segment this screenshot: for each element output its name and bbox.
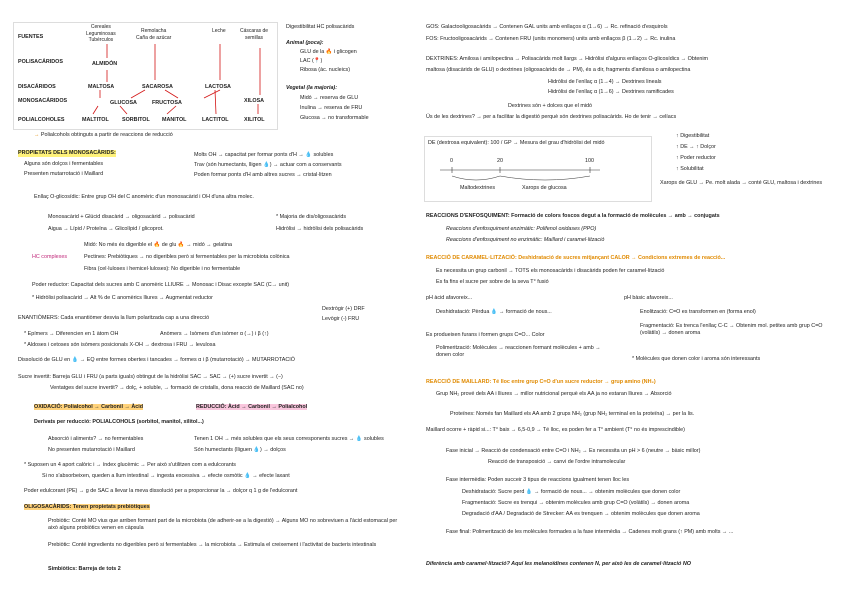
caram-basic: pH bàsic afavoreix... [624,295,673,301]
source-remolacha: Remolacha Caña de azúcar [136,28,172,41]
agua-chain: Aigua → Lípid / Proteïna → Glicolípid / glicoprot. [48,226,164,232]
derivats: Derivats per reducció: POLIALCOHOLS (sorbitol, manitol, xilitol...) [34,419,204,425]
prop-right: Molts OH → capacitat per formar ponts d'H → 💧 solubles [194,152,334,158]
caram-title: REACCIÓ DE CARAMEL·LITZACIÓ: Deshidratació de sucres mitjançant CALOR → Condicions extremes de reacció... [426,255,726,261]
mayor-note: * Majoria de dis/oligosacàrids [276,214,347,220]
gos-line: GOS: Galactooligosacàrids → Contenen GAL units amb enllaços α (1→6) → Rc. refinació d'esquirols [426,24,668,30]
polyol-maltitol: MALTITOL [82,117,109,123]
animal-label: Animal (poca): [286,40,324,46]
disac-maltosa: MALTOSA [88,84,115,90]
sucre-inv2: Ventatges del sucre invertit? → dolç, + soluble, → formació de cristalls, dona reacció de Maillard (SAC no) [50,385,304,391]
midon-line: Midó: No més és digerible el 🔥 de glu 🔥 → midó → gelatina [84,242,232,248]
maill-line: Maillard ocorre + ràpid si...: T° baix → 6,5-0,9 → Té lloc, es poden fer a T° ambient (T° no és imprescindible) [426,427,685,433]
prop-right: Trav (són humectants, lligen 💧) → actuar com a conservants [194,162,342,168]
simbiotic-line: Simbiòtics: Barreja de tots 2 [48,566,121,572]
sucre-inv: Sucre invertit: Barreja GLU i FRU (a parts iguals) obtingut de la hidròlisi SAC → SAC → (+) sucre invertit → (−) [18,374,283,380]
mono-glucosa: GLUCOSA [110,100,137,106]
vegetal-item: Glucosa → no transformable [300,115,369,121]
fase-int-item: Degradació d'AA / Degradació de Strecker: AA es trenquen → obtenim molècules que donen aroma [462,511,700,517]
de-label: Xarops de glucosa [522,185,567,191]
enlace-glicosidic: Enllaç O-glicosídic: Entre grup OH del C anomèric d'un monosacàrid i OH d'una altra molec. [34,194,254,200]
anomers-line: Anòmers → Isòmers d'un isòmer α (→) i β (↑) [160,331,269,337]
mono-chain: Monosacàrid + Glúcid disacàrid → oligosacàrid → polisacàrid [48,214,195,220]
digest-title: Digestibilitat HC polisacàrids [286,24,355,30]
poly-almidon: ALMIDÓN [92,61,118,67]
enfos-title: REACCIONS D'ENFOSQUIMENT: Formació de colors foscos degut a la formació de molècules → amb → conjugats [426,213,720,219]
polyol-lactitol: LACTITOL [202,117,229,123]
row-label-fuentes: FUENTES [18,34,44,40]
dextro-line: Dextrògir (+) DRF [322,306,365,312]
supos-line: * Suposen un 4 aport calòric i → índex glucèmic → Per això s'utilitzen com a edulcorants [24,462,236,468]
fibra-line: Fibra (cel·luloses i hemicel·luloses): No digerible i no fermentable [84,266,241,272]
animal-item: LAC (📍) [300,58,323,64]
caram-line: Es fa fins el sucre per sobre de la seva T° fusió [436,279,549,285]
disac-sacarosa: SACAROSA [142,84,173,90]
oxidacio: OXIDACIÓ: Polialcohol → Carbonil → Àcid [34,404,144,410]
molec-line: * Molècules que donen color i aroma són interessants [632,356,761,362]
de-right: ↑ Solubilitat [676,166,704,172]
caram-acid: pH àcid afavoreix... [426,295,473,301]
oligo-line: OLIGOSACÀRIDS: Tenen propietats prebiòtiques [24,504,150,510]
de-right: ↑ Poder reductor [676,155,716,161]
dex-line: Hidròlisi de l'enllaç α (1→6) → Dextrines ramificades [548,89,674,95]
vegetal-item: Midó → reserva de GLU [300,95,359,101]
enol-line: Enolització: C=O es transformen en (forma enol) [640,309,756,315]
prop-title: PROPIETATS DELS MONOSACÀRIDS: [18,150,116,156]
hidrolisis-line: * Hidròlisi polisacàrid → Alt % de C anomèrics lliures → Augmentat reductor [32,295,213,301]
polim-line: Polimerització: Molècules → reaccionen formant molècules + amb → donen color [436,345,601,359]
maill-title: REACCIÓ DE MAILLARD: Té lloc entre grup C=O d'un sucre reductor → grup amino (NH₂) [426,379,656,385]
vegetal-item: Inulina → reserva de FRU [300,105,363,111]
aldosa-line: * Aldoses i cetoses són isòmers posicionals X-OH → dextrosa i FRU → levulosa [24,342,216,348]
prop-left: Alguns són dolços i fermentables [24,161,104,167]
source-cereales: Cereales Leguminosas Tubérculos [86,24,116,43]
fase-final: Fase final: Polimerització de les molècules formades a la fase intermèdia → Cadenes molt grans (↑ PM) amb molts → ... [446,529,734,535]
row-label-polialcoholes: POLIALCOHOLES [18,117,65,123]
source-cascaras: Cáscaras de semillas [240,28,269,41]
de-label: Maltodextrines [460,185,496,191]
hc-label: HC complexes [32,254,68,260]
supos2-line: Si no s'absorbeixen, queden a llum intestinal → ingesta excessiva → efecte osmòtic 💧 → efecte laxant [42,473,290,479]
row-label-disacaridos: DISACÁRIDOS [18,84,56,90]
de-tick: 20 [497,158,503,164]
pectinas-line: Pectines: Prebiòtiques → no digeribles però si fermentables per la microbiota colònica [84,254,290,260]
animal-item: Ribosa (àc. nucleics) [300,67,351,73]
fase-intermedia: Fase intermèdia: Poden succeir 3 tipus de reaccions igualment tenen lloc les [446,477,630,483]
de-right: ↑ DE → ↑ Dolçor [676,144,716,150]
animal-item: GLU de la 🔥 i glicogen [300,49,357,55]
furfur-line: Es produeixen furans i formen grups C=O... Color [426,332,545,338]
reduccio: REDUCCIÓ: Àcid → Carbonil → Polialcohol [196,404,308,410]
levo-line: Levògir (-) FRU [322,316,360,322]
deriv-left: No presenten mutarrotació i Maillard [48,447,135,453]
dex-line: DEXTRINES: Amilosa i amilopectina → Polisacàrids molt llargs → Hidròlisi d'alguns enllaços O-glicosídics → Obtenim [426,56,709,62]
deriv-right: Tenen 1 OH → més solubles que els seus corresponents sucres → 💧 solubles [194,436,384,442]
de-tick: 0 [450,158,453,164]
maill-line: Grup NH₂ prové dels AA i lliures → millor nutricional perquè els AA ja no estaran lliures → Absorció [436,391,672,397]
fase-int-item: Deshidratació: Sucre perd 💧 → formació de nous... → obtenim molècules que donen color [462,489,681,495]
de-title: DE (dextrosa equivalent): 100 / GP → Mesura del grau d'hidròlisi del midó [428,140,605,146]
frag-line: Fragmentació: Es trenca l'enllaç C-C → Obtenim mol. petites amb grup C=O (volàtils) → donen aroma [640,323,823,337]
enfos-item: Reaccions d'enfosquiment enzimàtic: Polifenol oxidases (PPO) [446,226,597,232]
disolucio-line: Dissolució de GLU en 💧 → EQ entre formes obertes i tancades → formes α i β (mutarrotació) → MUTARROTACIÓ [18,357,295,363]
mono-xilosa: XILOSA [244,98,265,104]
de-right: ↑ Digestibilitat [676,133,710,139]
diferencia-line: Diferència amb caramel·lització? Aquí les melanoïdines contenen N, per això les de caramel·lització NO [426,561,691,567]
vegetal-label: Vegetal (la majoria): [286,85,338,91]
probiotic-line: Probiòtic: Conté MO vius que arriben formant part de la microbiota (de adherir-se a la digestió) → Alguns MO no sobreviuen a l'àcid estomacal per això alguns probiòtics venen en càpsula [48,518,398,532]
dex-line: Ús de les dextrines? → per a facilitar la digestió perquè són dextrines polisacàrids. Ho de tenir → celíacs [426,114,677,120]
prop-right: Poden formar ponts d'H amb altres sucres → cristal·litzen [194,172,332,178]
caram-line: Es necessita un grup carbonil → TOTS els monosacàrids i disacàrids poden fer caramel·lització [436,268,665,274]
row-label-monosacaridos: MONOSACÁRIDOS [18,98,68,104]
enant-line: ENANTIÒMERS: Cada enantiòmer desvia la llum polaritzada cap a una direcció [18,315,210,321]
dex-line: Hidròlisi de l'enllaç α (1→4) → Dextrines lineals [548,79,662,85]
hidro-note: Hidròlisi → hidròlisi dels polisacàrids [276,226,364,232]
polyol-xilitol: XILITOL [244,117,265,123]
deriv-right: Són humectants (lliguen 💧) → dolços [194,447,286,453]
disac-lactosa: LACTOSA [205,84,231,90]
dex-line: Dextrines són + dolces que el midó [508,103,593,109]
mono-fructosa: FRUCTOSA [152,100,182,106]
enfos-item: Reaccions d'enfosquiment no enzimàtic: Maillard i caramel·lització [446,237,605,243]
prebiotic-line: Prebiòtic: Conté ingredients no digeribles però si fermentables → la microbiota → Estimula el creixement i l'activitat de bacteris intestinals [48,542,377,548]
source-leche: Leche [212,28,226,34]
fase-inicial-b: Reacció de transposició → canvi de l'ordre intramolecular [488,459,626,465]
desh-line: Deshidratació: Pèrdua 💧 → formació de nous... [436,309,552,315]
fase-int-item: Fragmentació: Sucre es trenqui → obtenim molècules amb grup C=O (volàtils) → donen aroma [462,500,690,506]
de-tick: 100 [585,158,594,164]
diagram-note: → Polialcohols obtinguts a partir de reaccions de reducció [34,132,173,138]
fase-inicial: Fase inicial → Reacció de condensació entre C=O i NH₂ → Es necessita un pH > 6 (neutre → bàsic millor) [446,448,701,454]
reductor-line: Poder reductor: Capacitat dels sucres amb C anomèric LLIURE → Monosac i Disac excepte SAC (C→ unit) [32,282,290,288]
epimers-line: * Epímers → Diferencien en 1 àtom OH [24,331,119,337]
dex-line: maltosa (disacàrids de GLU) o dextrines (oligosacàrids de → PM), és a dir, fragments d'amilosa o amilopectina [426,67,691,73]
maill-line: Proteïnes: Només fan Maillard els AA amb 2 grups NH₂ (grup NH₂ terminal en la proteïna) → per la lis. [450,411,695,417]
poder-line: Poder edulcorant (PE) → g de SAC a llevar la meva dissolució per a proporcionar la → dolçor q 1 g de l'edulcorant [24,488,298,494]
polyol-sorbitol: SORBITOL [122,117,150,123]
fos-line: FOS: Fructooligosacàrids → Contenen FRU (units monomers) units amb enllaços β (1→2) → Rc. inulina [426,36,676,42]
deriv-left: Absorció i aliments? → no fermentables [48,436,144,442]
prop-left: Presenten mutarrotació i Maillard [24,171,104,177]
row-label-polisacaridos: POLISACÁRIDOS [18,59,63,65]
polyol-manitol: MANITOL [162,117,187,123]
de-xarop: Xarops de GLU → Pe. molt alada → conté GLU, maltosa i dextrines [660,180,823,186]
